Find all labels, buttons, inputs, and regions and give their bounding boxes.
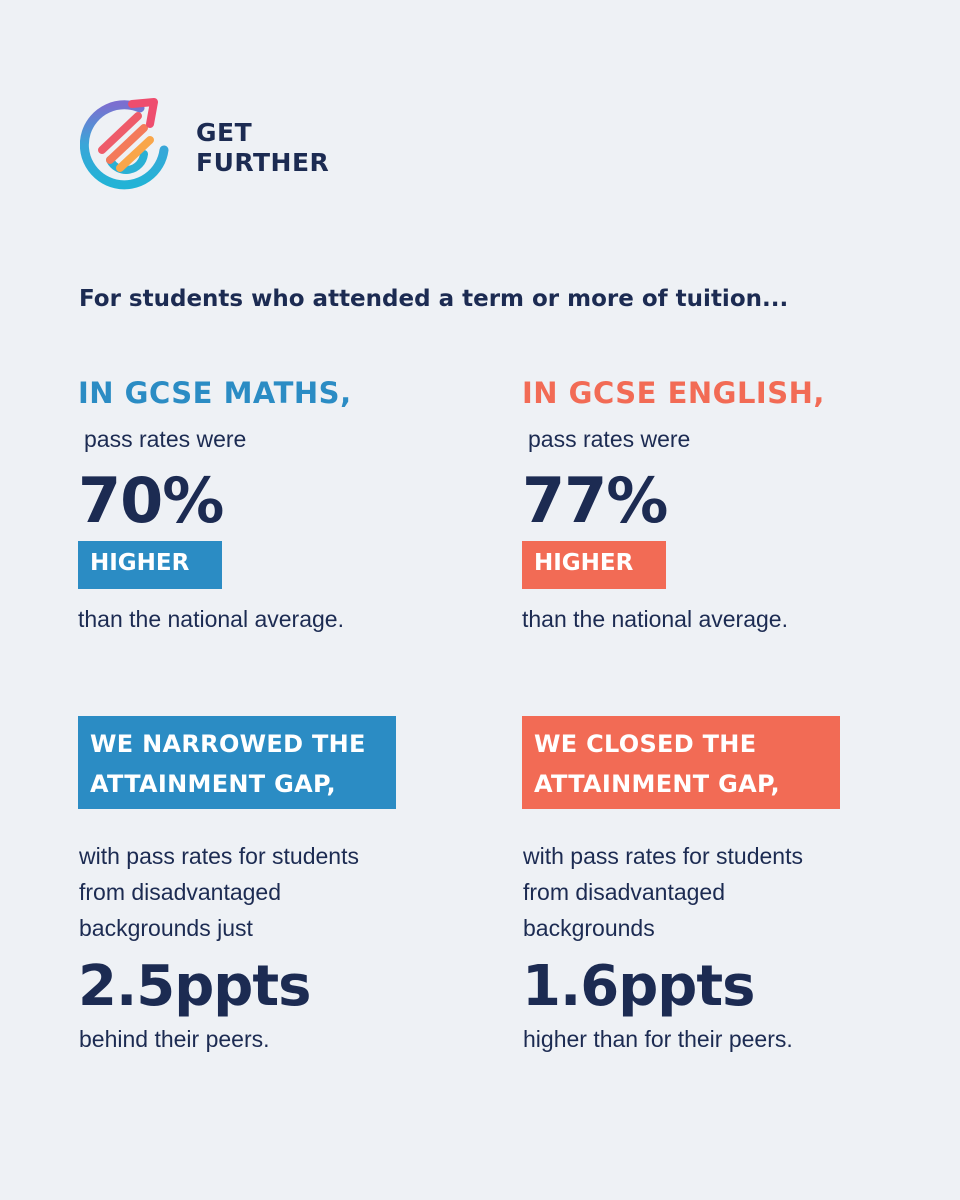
- maths-desc-line-3: backgrounds just: [79, 915, 253, 941]
- maths-subtext: pass rates were: [84, 426, 247, 452]
- english-national-average-text: than the national average.: [522, 606, 788, 632]
- maths-national-average-text: than the national average.: [78, 606, 344, 632]
- maths-gap-description: [79, 838, 359, 946]
- maths-attainment-gap-banner: [78, 716, 396, 809]
- maths-heading: IN GCSE MATHS,: [78, 376, 352, 410]
- intro-text: For students who attended a term or more of tuition...: [79, 286, 789, 312]
- maths-gap-footnote: behind their peers.: [79, 1026, 270, 1052]
- english-gap-footnote: higher than for their peers.: [523, 1026, 793, 1052]
- english-attainment-gap-banner: [522, 716, 840, 809]
- english-banner-line-2: ATTAINMENT GAP,: [534, 770, 780, 798]
- english-pass-rate-value: 77%: [522, 464, 668, 537]
- maths-desc-line-2: from disadvantaged: [79, 879, 282, 905]
- brand-name: [196, 118, 329, 178]
- brand-line-1: GET: [196, 118, 253, 147]
- english-banner-line-1: WE CLOSED THE: [534, 730, 757, 758]
- maths-desc-line-1: with pass rates for students: [79, 843, 359, 869]
- maths-banner-line-2: ATTAINMENT GAP,: [90, 770, 336, 798]
- english-desc-line-1: with pass rates for students: [523, 843, 803, 869]
- english-desc-line-3: backgrounds: [523, 915, 655, 941]
- maths-banner-line-1: WE NARROWED THE: [90, 730, 366, 758]
- english-subtext: pass rates were: [528, 426, 691, 452]
- english-heading: IN GCSE ENGLISH,: [522, 376, 825, 410]
- maths-higher-tag: HIGHER: [78, 541, 222, 589]
- english-higher-tag: HIGHER: [522, 541, 666, 589]
- english-gap-value: 1.6ppts: [522, 954, 755, 1019]
- brand-line-2: FURTHER: [196, 148, 330, 177]
- maths-gap-value: 2.5ppts: [78, 954, 311, 1019]
- english-desc-line-2: from disadvantaged: [523, 879, 726, 905]
- logo-mark-icon: [80, 98, 172, 194]
- maths-pass-rate-value: 70%: [78, 464, 224, 537]
- english-gap-description: [523, 838, 803, 946]
- get-further-logo: [80, 98, 172, 194]
